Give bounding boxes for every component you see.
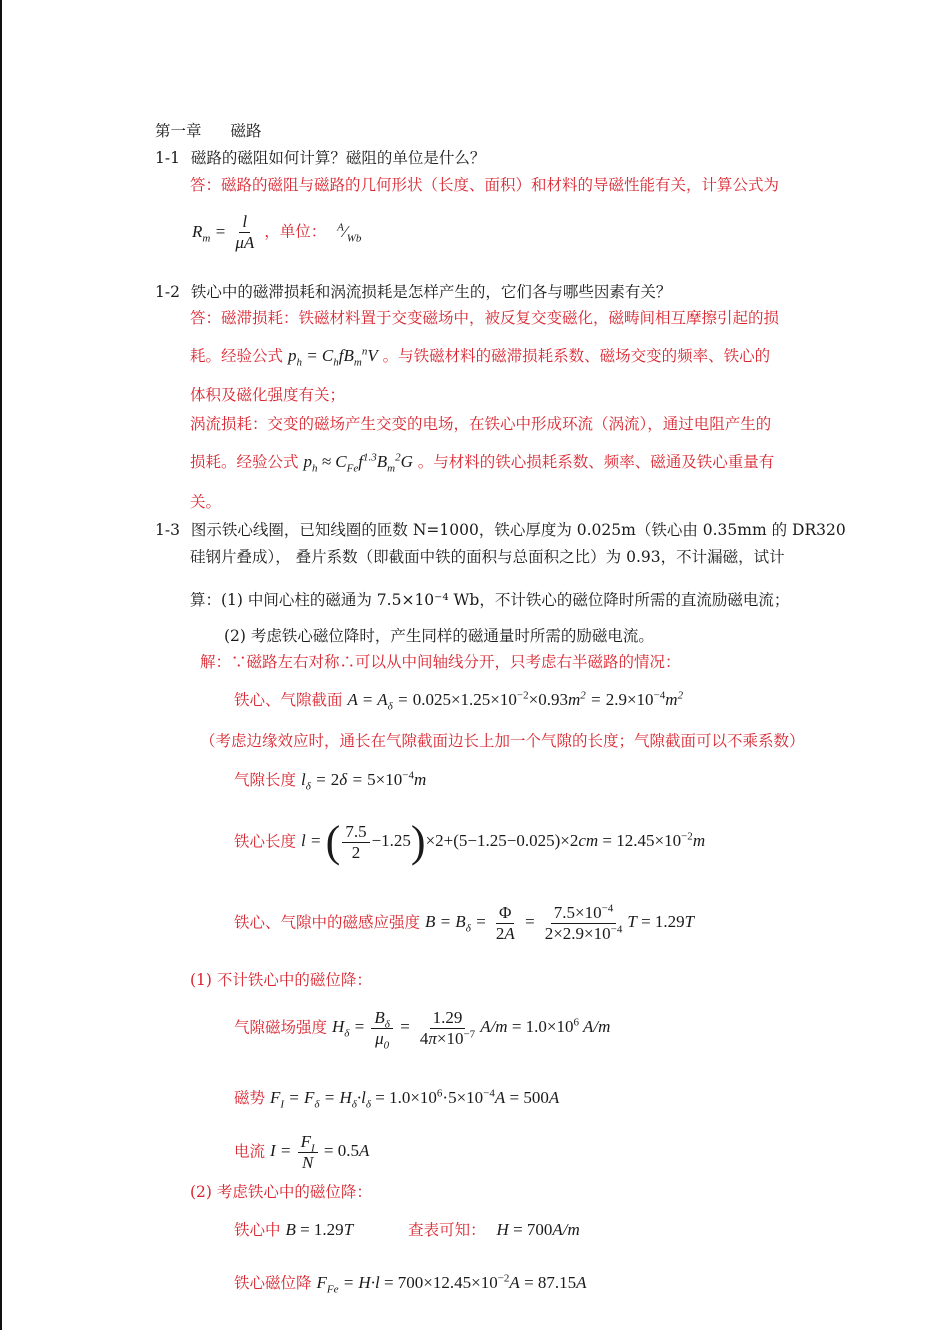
text-fragment: 。与铁磁材料的磁滞损耗系数、磁场交变的频率、铁心的	[382, 347, 771, 365]
formula-label: 铁心、气隙中的磁感应强度	[234, 913, 421, 932]
area-formula: 铁心、气隙截面 $A = A_\delta = 0.025\times 1.25\times 10^{-2}\times 0.93m^2 = 2.9\times 10^{-4}m^2$	[234, 689, 684, 713]
answer-1-1: 答：磁路的磁阻与磁路的几何形状（长度、面积）和材料的导磁性能有关，计算公式为	[190, 176, 780, 194]
edge-effect-note: （考虑边缘效应时，通长在气隙截面边长上加一个气隙的长度；气隙截面可以不乘系数）	[200, 732, 805, 750]
reluctance-formula: $R_m$ = $\frac{l}{\mu A}$ ，单位： $^A⁄_{Wb}$	[192, 212, 362, 252]
formula-label: 磁势	[234, 1089, 266, 1107]
answer-1-2-line-2	[190, 345, 771, 369]
question-1-3-line-3: 算：(1) 中间心柱的磁通为 7.5×10⁻⁴ Wb，不计铁心的磁位降时所需的直流励磁电流；	[190, 591, 790, 609]
hysteresis-formula: $p_h = C_hfB_m^nV$	[287, 345, 378, 369]
text-fragment: 。与材料的铁心损耗系数、频率、磁通及铁心重量有	[417, 453, 775, 471]
question-1-3-line-4: (2) 考虑铁心磁位降时，产生同样的磁通量时所需的励磁电流。	[224, 627, 654, 645]
question-text: 磁路的磁阻如何计算？磁阻的单位是什么？	[190, 149, 486, 167]
answer-1-2-line-4: 涡流损耗：交变的磁场产生交变的电场，在铁心中形成环流（涡流），通过电阻产生的	[190, 415, 772, 433]
core-drop-formula: 铁心磁位降 $F_{Fe} = H\cdot l = 700\times 12.45\times 10^{-2}A = 87.15A$	[234, 1272, 587, 1296]
formula-label: 铁心中	[234, 1221, 281, 1239]
question-1-3-line-2: 硅钢片叠成）， 叠片系数（即截面中铁的面积与总面积之比）为 0.93，不计漏磁，试计	[190, 548, 785, 566]
question-text: 图示铁心线圈，已知线圈的匝数 N=1000，铁心厚度为 0.025m（铁心由 0.35mm 的 DR320	[190, 521, 846, 539]
field-strength-formula: 气隙磁场强度 $H_\delta$ = $\frac{B_\delta}{\mu_0}$ = $\frac{1.29}{4\pi\times 10^{-7}}$ $A/m = 1.0\times 10^6$ A/m	[234, 1008, 611, 1052]
chapter-heading	[155, 121, 261, 141]
chapter-title: 磁路	[230, 122, 262, 140]
formula-label: 气隙磁场强度	[234, 1018, 328, 1037]
current-formula: 电流 I = $\frac{F_I}{N}$ = 0.5A	[234, 1132, 370, 1172]
question-1-3-line-1	[155, 520, 846, 540]
question-number: 1-1	[155, 149, 180, 167]
formula-label: 铁心、气隙截面	[234, 691, 343, 709]
text-fragment: 耗。经验公式	[190, 347, 284, 365]
question-text: 铁心中的磁滞损耗和涡流损耗是怎样产生的，它们各与哪些因素有关？	[190, 283, 672, 301]
unit-label: ，单位：	[264, 222, 327, 241]
core-flux-line: 铁心中 B = 1.29T 查表可知： H = 700A/m	[234, 1220, 580, 1239]
answer-1-2-line-6: 关。	[190, 493, 222, 511]
formula-label: 电流	[234, 1142, 266, 1161]
answer-1-2-line-1: 答：磁滞损耗：铁磁材料置于交变磁场中，被反复交变磁化，磁畴间相互摩擦引起的损	[190, 309, 780, 327]
core-length-formula: 铁心长度 l = ( $\frac{7.5}{2}$ $-1.25)\times 2+(5-1.25-0.025)\times 2cm = 12.45\times 10^{-2}m$	[234, 817, 706, 867]
question-number: 1-2	[155, 283, 180, 301]
reluctance-fraction: $\frac{l}{\mu A}$	[235, 212, 255, 252]
formula-label: 气隙长度	[234, 771, 297, 789]
question-number: 1-3	[155, 521, 180, 539]
answer-1-2-line-5	[190, 451, 775, 475]
answer-1-2-line-3: 体积及磁化强度有关；	[190, 386, 346, 404]
gap-length-formula: 气隙长度 $l_\delta = 2\delta = 5\times 10^{-4}m$	[234, 769, 427, 793]
formula-label: 铁心磁位降	[234, 1274, 312, 1292]
flux-density-formula: 铁心、气隙中的磁感应强度 $B = B_\delta$ = $\frac{\Phi}{2A}$ = $\frac{7.5\times 10^{-4}}{2\times 2.9\times 10^{-4}}$ T = 1.29T	[234, 902, 695, 943]
mmf-formula: 磁势 $F_I = F_\delta = H_\delta\cdot l_\delta = 1.0\times 10^6\cdot 5\times 10^{-4}A = 500A$	[234, 1087, 560, 1111]
page-edge	[0, 0, 2, 1330]
part-2-heading: (2) 考虑铁心中的磁位降：	[190, 1183, 372, 1201]
eddy-formula: $p_h \approx C_{Fe}f^{1.3}B_m^2G$	[303, 451, 413, 475]
chapter-number: 第一章	[155, 122, 202, 140]
text-fragment: 损耗。经验公式	[190, 453, 299, 471]
formula-label: 铁心长度	[234, 832, 297, 851]
part-1-heading: (1) 不计铁心中的磁位降：	[190, 971, 372, 989]
lookup-label: 查表可知：	[408, 1221, 486, 1239]
solution-intro: 解：∵磁路左右对称∴可以从中间轴线分开，只考虑右半磁路的情况：	[200, 653, 681, 671]
question-1-2	[155, 282, 671, 302]
question-1-1	[155, 148, 485, 168]
